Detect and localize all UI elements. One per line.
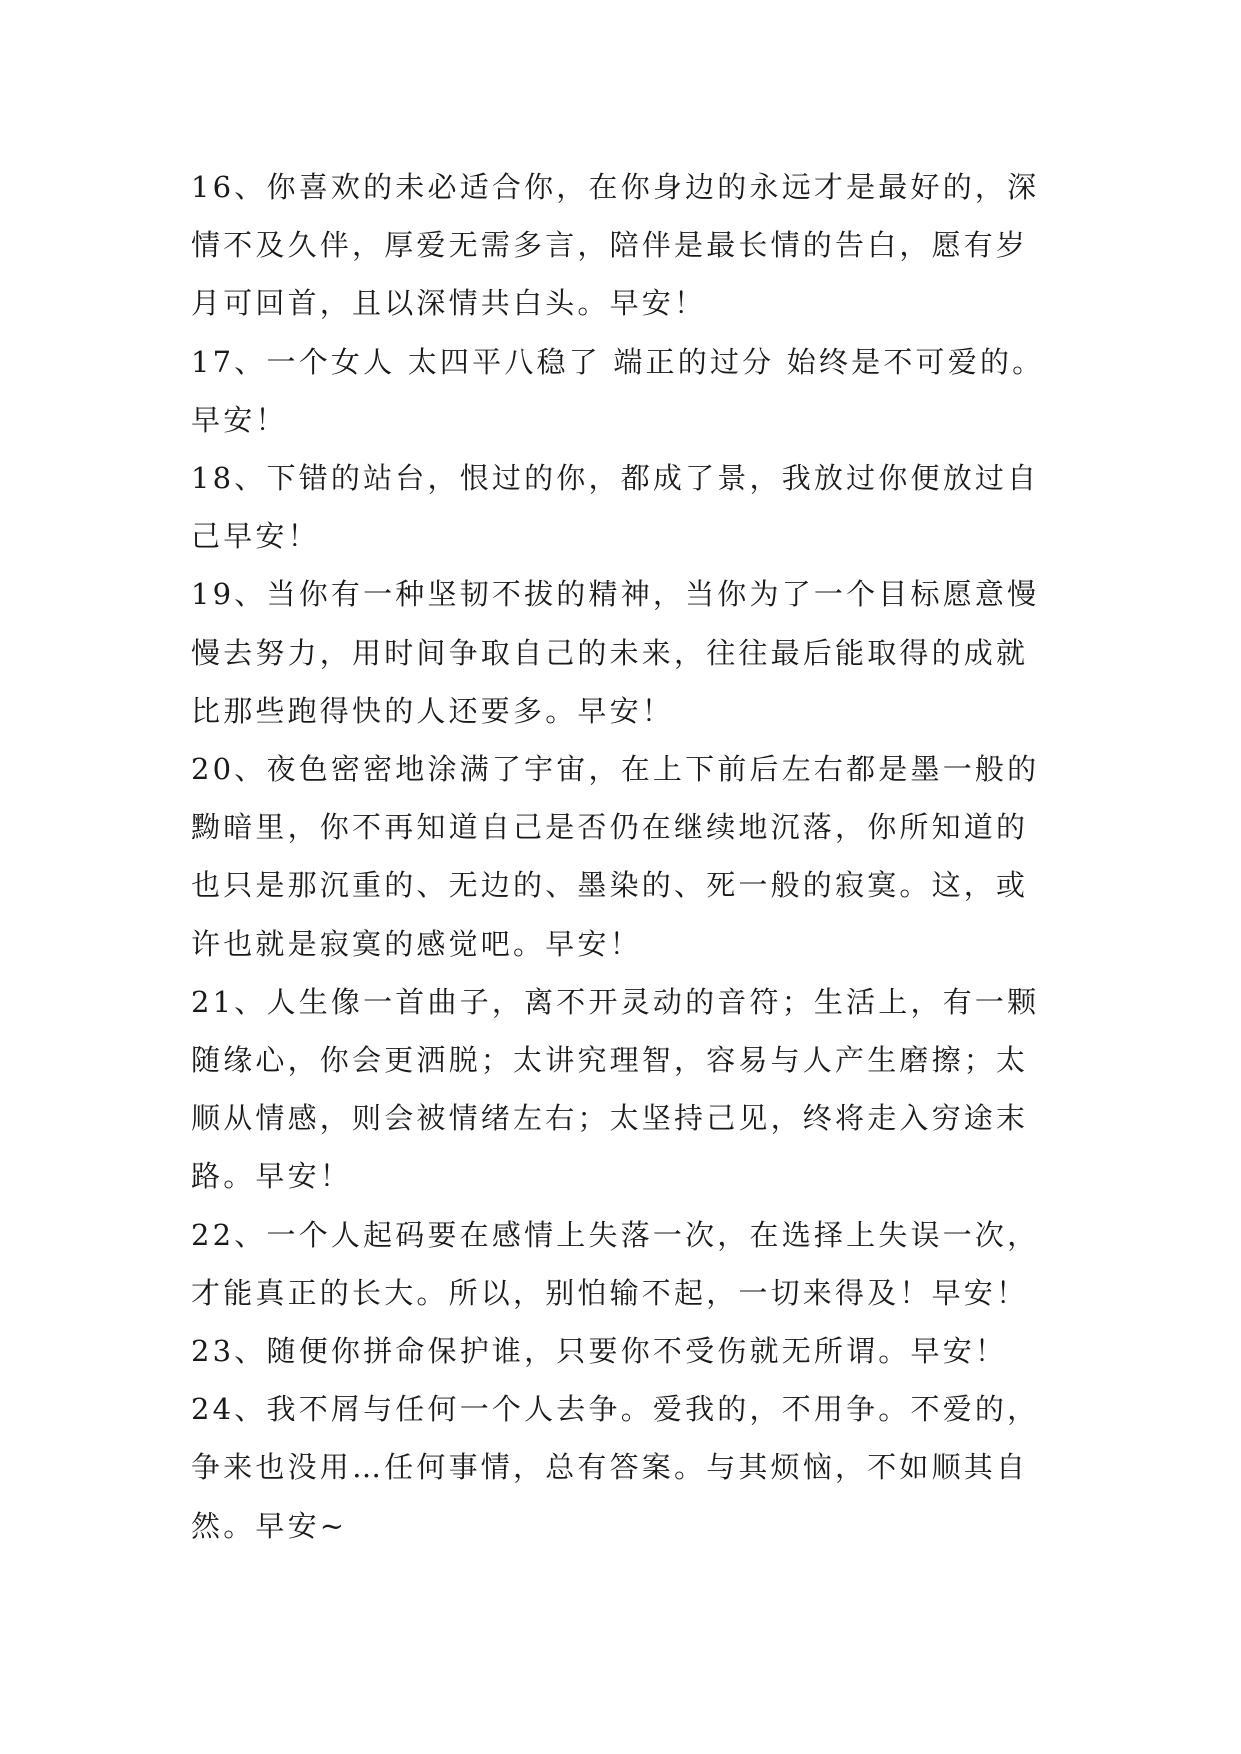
document-body (191, 158, 1071, 1555)
paragraph-22: 22、一个人起码要在感情上失落一次，在选择上失误一次， 才能真正的长大。所以，别怕输不起，一切来得及！早安！ (191, 1217, 1040, 1310)
paragraph-17: 17、一个女人 太四平八稳了 端正的过分 始终是不可爱的。 早安！ (191, 344, 1045, 437)
paragraph-21: 21、人生像一首曲子，离不开灵动的音符；生活上，有一颗 随缘心，你会更洒脱；太讲究理智，容易与人产生磨擦；太 顺从情感，则会被情绪左右；太坚持己见，终将走入穷途末 路。早安！ (191, 984, 1040, 1194)
paragraph-16: 16、你喜欢的未必适合你，在你身边的永远才是最好的，深 情不及久伴，厚爱无需多言，陪伴是最长情的告白，愿有岁 月可回首，且以深情共白头。早安！ (191, 170, 1040, 321)
paragraph-19: 19、当你有一种坚韧不拔的精神，当你为了一个目标愿意慢 慢去努力，用时间争取自己的未来，往往最后能取得的成就 比那些跑得快的人还要多。早安！ (191, 577, 1040, 728)
paragraph-23: 23、随便你拼命保护谁，只要你不受伤就无所谓。早安！ (191, 1334, 1008, 1369)
paragraph-20: 20、夜色密密地涂满了宇宙，在上下前后左右都是墨一般的 黝暗里，你不再知道自己是否仍在继续地沉落，你所知道的 也只是那沉重的、无边的、墨染的、死一般的寂寞。这，或 许也就是寂寞的感觉吧。早安！ (191, 752, 1040, 961)
paragraph-24: 24、我不屑与任何一个人去争。爱我的，不用争。不爱的， 争来也没用…任何事情，总有答案。与其烦恼，不如顺其自 然。早安~ (191, 1392, 1040, 1543)
paragraph-18: 18、下错的站台，恨过的你，都成了景，我放过你便放过自 己早安！ (191, 461, 1040, 554)
